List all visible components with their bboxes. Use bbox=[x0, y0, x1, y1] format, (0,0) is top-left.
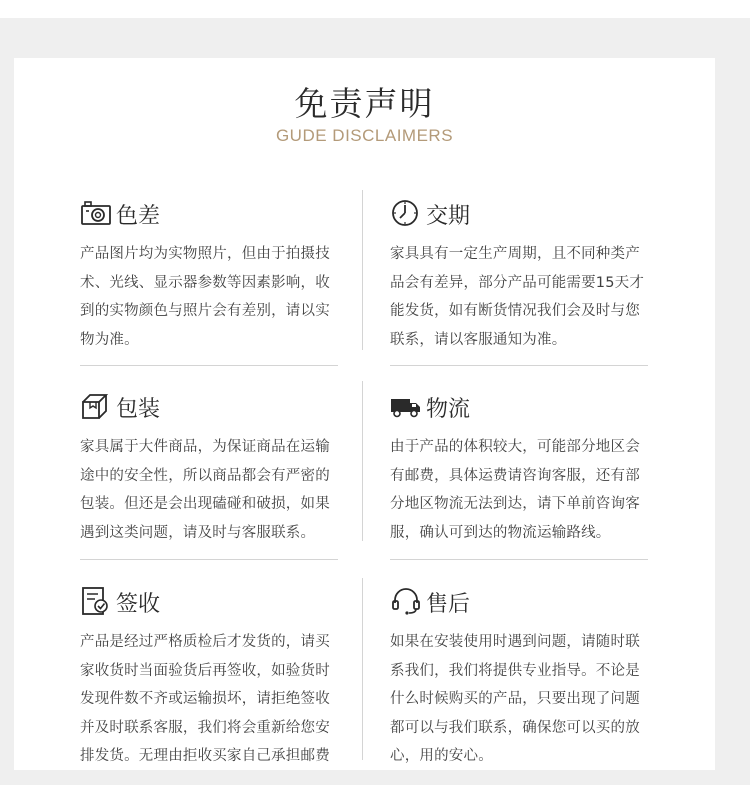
section-color-difference bbox=[80, 198, 342, 354]
section-body: 如果在安装使用时遇到问题，请随时联系我们，我们将提供专业指导。不论是什么时候购买的产品，只要出现了问题都可以与我们联系，确保您可以买的放心，用的安心。 bbox=[390, 634, 640, 764]
page-title: 免责声明 bbox=[294, 84, 435, 123]
vertical-divider-2 bbox=[362, 381, 363, 541]
section-packaging bbox=[80, 391, 342, 547]
section-sign-for-receipt bbox=[80, 586, 342, 771]
section-header bbox=[390, 391, 652, 421]
signed-document-icon bbox=[80, 586, 112, 616]
section-body: 家具属于大件商品，为保证商品在运输途中的安全性，所以商品都会有严密的包装。但还是会出现磕碰和破损，如果遇到这类问题，请及时与客服联系。 bbox=[80, 439, 330, 541]
page-subtitle: GUDE DISCLAIMERS bbox=[275, 126, 454, 145]
headset-icon bbox=[390, 586, 422, 616]
section-body: 由于产品的体积较大，可能部分地区会有邮费，具体运费请咨询客服，还有部分地区物流无法到达，请下单前咨询客服，确认可到达的物流运输路线。 bbox=[390, 439, 640, 541]
section-header bbox=[80, 586, 342, 616]
section-title: 包装 bbox=[116, 397, 161, 422]
section-body: 家具具有一定生产周期，且不同种类产品会有差异，部分产品可能需要15天才能发货，如有断货情况我们会及时与您联系，请以客服通知为准。 bbox=[390, 246, 645, 348]
section-title: 签收 bbox=[116, 592, 161, 617]
section-header bbox=[80, 391, 342, 421]
section-body: 产品是经过严格质检后才发货的，请买家收货时当面验货后再签收，如验货时发现件数不齐或运输损坏，请拒绝签收并及时联系客服，我们将会重新给您安排发货。无理由拒收买家自己承担邮费 bbox=[80, 634, 330, 764]
section-body: 产品图片均为实物照片，但由于拍摄技术、光线、显示器参数等因素影响，收到的实物颜色与照片会有差别，请以实物为准。 bbox=[80, 246, 330, 348]
section-title: 色差 bbox=[116, 204, 161, 229]
vertical-divider-3 bbox=[362, 578, 363, 760]
vertical-divider-1 bbox=[362, 190, 363, 350]
horizontal-divider-left-1 bbox=[80, 365, 338, 366]
section-header bbox=[390, 586, 652, 616]
camera-icon bbox=[80, 198, 112, 228]
section-delivery-time bbox=[390, 198, 652, 354]
section-title: 物流 bbox=[426, 397, 471, 422]
section-header bbox=[390, 198, 652, 228]
section-header bbox=[80, 198, 342, 228]
package-box-icon bbox=[80, 391, 112, 421]
clock-icon bbox=[390, 198, 422, 228]
disclaimer-card bbox=[14, 58, 715, 770]
horizontal-divider-right-2 bbox=[390, 559, 648, 560]
section-logistics bbox=[390, 391, 652, 547]
horizontal-divider-left-2 bbox=[80, 559, 338, 560]
top-strip bbox=[0, 0, 750, 18]
section-title: 售后 bbox=[426, 592, 471, 617]
delivery-truck-icon bbox=[390, 391, 422, 421]
section-title: 交期 bbox=[426, 204, 471, 229]
section-after-sales bbox=[390, 586, 652, 771]
horizontal-divider-right-1 bbox=[390, 365, 648, 366]
